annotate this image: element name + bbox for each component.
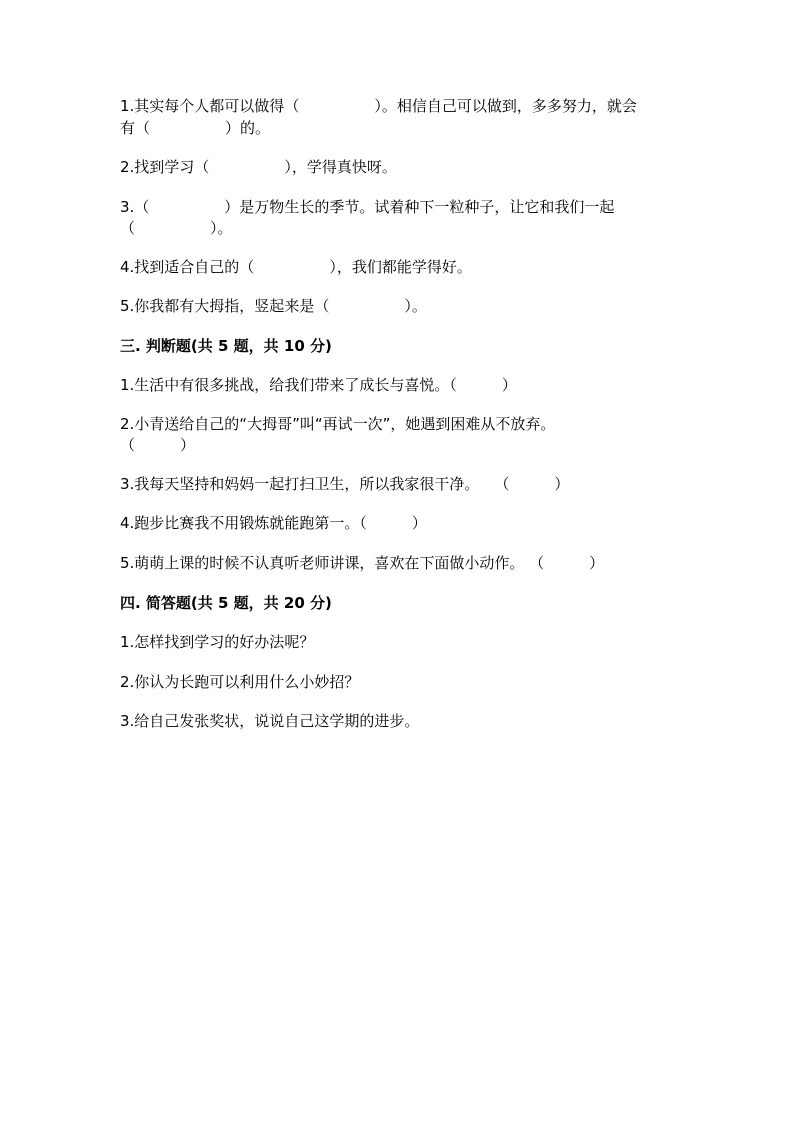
- section-heading-short-answer: 四. 简答题(共 5 题，共 20 分): [120, 594, 332, 612]
- short-answer-question-2: 2.你认为长跑可以利用什么小妙招？: [120, 673, 360, 691]
- true-false-question-5: 5.萌萌上课的时候不认真听老师讲课，喜欢在下面做小动作。 （ ）: [120, 554, 605, 572]
- fill-in-question-1-line-1: 1.其实每个人都可以做得（ ）。相信自己可以做到，多多努力，就会: [120, 97, 637, 115]
- true-false-question-3: 3.我每天坚持和妈妈一起打扫卫生，所以我家很干净。 （ ）: [120, 475, 570, 493]
- fill-in-question-1-line-2: 有（ ）的。: [120, 119, 271, 137]
- fill-in-question-5: 5.你我都有大拇指，竖起来是（ ）。: [120, 297, 427, 315]
- section-heading-true-false: 三. 判断题(共 5 题，共 10 分): [120, 337, 332, 355]
- true-false-question-4: 4.跑步比赛我不用锻炼就能跑第一。（ ）: [120, 514, 427, 532]
- true-false-question-1: 1.生活中有很多挑战，给我们带来了成长与喜悦。（ ）: [120, 376, 517, 394]
- fill-in-question-4: 4.找到适合自己的（ ），我们都能学得好。: [120, 258, 472, 276]
- fill-in-question-2: 2.找到学习（ ），学得真快呀。: [120, 158, 397, 176]
- fill-in-question-3-line-2: （ ）。: [120, 219, 233, 237]
- true-false-question-2-line-1: 2.小青送给自己的“大拇哥”叫“再试一次”，她遇到困难从不放弃。: [120, 415, 556, 433]
- true-false-question-2-line-2: （ ）: [120, 436, 196, 454]
- short-answer-question-3: 3.给自己发张奖状，说说自己这学期的进步。: [120, 712, 420, 730]
- fill-in-question-3-line-1: 3.（ ）是万物生长的季节。试着种下一粒种子，让它和我们一起: [120, 198, 615, 216]
- short-answer-question-1: 1.怎样找到学习的好办法呢？: [120, 633, 315, 651]
